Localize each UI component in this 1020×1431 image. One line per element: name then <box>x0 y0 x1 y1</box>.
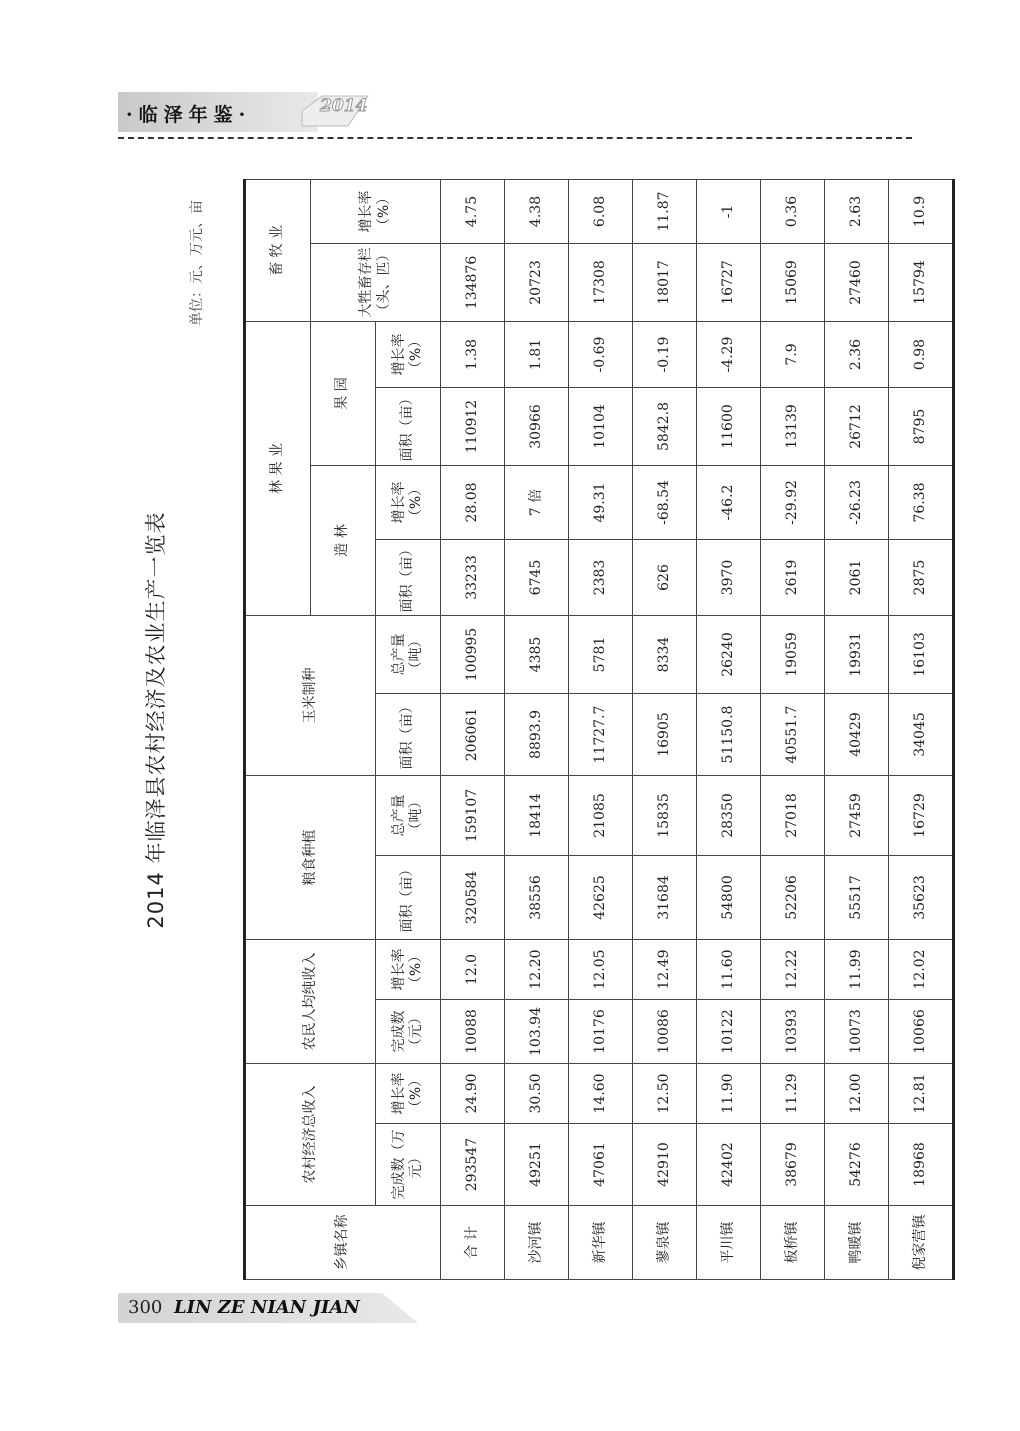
cell: 27018 <box>761 776 825 856</box>
cell: 206061 <box>441 694 505 776</box>
header-divider <box>118 137 912 139</box>
cell: 10088 <box>441 1000 505 1064</box>
header-orchard-rate: 增长率（%） <box>376 321 441 387</box>
cell: 13139 <box>761 388 825 466</box>
cell: 49251 <box>505 1124 569 1206</box>
cell: 24.90 <box>441 1064 505 1124</box>
table-title: 2014 年临泽县农村经济及农业生产一览表 <box>144 511 168 929</box>
cell: 19059 <box>761 616 825 694</box>
cell: 19931 <box>825 616 889 694</box>
cell: 31684 <box>633 856 697 940</box>
cell: 12.49 <box>633 940 697 1000</box>
cell: 15835 <box>633 776 697 856</box>
cell: 12.0 <box>441 940 505 1000</box>
cell: 42910 <box>633 1124 697 1206</box>
header-afforest: 造 林 <box>311 466 376 616</box>
cell: 3970 <box>697 540 761 616</box>
statistics-table <box>243 179 955 1280</box>
year-label: 2014 <box>320 96 368 116</box>
header-grain-area: 面积（亩） <box>376 856 441 940</box>
header-livestock: 畜 牧 业 <box>245 179 311 321</box>
cell: 15794 <box>889 243 954 321</box>
cell: 14.60 <box>569 1064 633 1124</box>
table-row <box>825 179 889 1279</box>
table-row <box>505 179 569 1279</box>
cell: -1 <box>697 179 761 243</box>
cell: 35623 <box>889 856 954 940</box>
cell: 28350 <box>697 776 761 856</box>
cell: 38679 <box>761 1124 825 1206</box>
cell: 103.94 <box>505 1000 569 1064</box>
cell: 4385 <box>505 616 569 694</box>
cell: 16103 <box>889 616 954 694</box>
table-row <box>633 179 697 1279</box>
cell: 7.9 <box>761 321 825 387</box>
cell: 11.90 <box>697 1064 761 1124</box>
cell: -26.23 <box>825 466 889 540</box>
cell: 293547 <box>441 1124 505 1206</box>
cell: 6.08 <box>569 179 633 243</box>
cell: 15069 <box>761 243 825 321</box>
cell: 8334 <box>633 616 697 694</box>
cell: 33233 <box>441 540 505 616</box>
cell: 30966 <box>505 388 569 466</box>
cell: 12.02 <box>889 940 954 1000</box>
cell: 18017 <box>633 243 697 321</box>
cell: 16729 <box>889 776 954 856</box>
cell: 12.22 <box>761 940 825 1000</box>
rotated-table-page <box>140 160 928 1280</box>
cell: 42402 <box>697 1124 761 1206</box>
cell: 27459 <box>825 776 889 856</box>
cell: 100995 <box>441 616 505 694</box>
cell: 2061 <box>825 540 889 616</box>
cell: 20723 <box>505 243 569 321</box>
header-percap-rate: 增长率（%） <box>376 940 441 1000</box>
cell: 11.29 <box>761 1064 825 1124</box>
cell: 28.08 <box>441 466 505 540</box>
cell: -68.54 <box>633 466 697 540</box>
year-badge <box>300 94 370 128</box>
cell: 12.20 <box>505 940 569 1000</box>
cell: 16905 <box>633 694 697 776</box>
header-grain-output: 总产量（吨） <box>376 776 441 856</box>
cell: 34045 <box>889 694 954 776</box>
cell: 10104 <box>569 388 633 466</box>
cell: 5781 <box>569 616 633 694</box>
cell: 47061 <box>569 1124 633 1206</box>
cell: 49.31 <box>569 466 633 540</box>
cell: 26712 <box>825 388 889 466</box>
cell: 134876 <box>441 243 505 321</box>
cell-town: 板桥镇 <box>761 1206 825 1280</box>
cell: 76.38 <box>889 466 954 540</box>
header-afforest-rate: 增长率（%） <box>376 466 441 540</box>
book-name-latin: LIN ZE NIAN JIAN <box>174 1297 360 1318</box>
header-per-capita: 农民人均纯收入 <box>245 940 376 1064</box>
cell: 51150.8 <box>697 694 761 776</box>
cell: 320584 <box>441 856 505 940</box>
cell: 2619 <box>761 540 825 616</box>
table-row <box>569 179 633 1279</box>
cell: 6745 <box>505 540 569 616</box>
cell: 8893.9 <box>505 694 569 776</box>
cell: 16727 <box>697 243 761 321</box>
cell: 7 倍 <box>505 466 569 540</box>
header-livestock-count: 大牲畜存栏（头、匹） <box>311 243 441 321</box>
cell: 38556 <box>505 856 569 940</box>
cell: 1.81 <box>505 321 569 387</box>
cell: 4.75 <box>441 179 505 243</box>
cell: -0.19 <box>633 321 697 387</box>
table-row <box>441 179 505 1279</box>
cell: 10086 <box>633 1000 697 1064</box>
header-orchard-area: 面积（亩） <box>376 388 441 466</box>
cell: 18968 <box>889 1124 954 1206</box>
cell-town: 平川镇 <box>697 1206 761 1280</box>
cell: 10073 <box>825 1000 889 1064</box>
cell: 21085 <box>569 776 633 856</box>
cell-town: 蓼泉镇 <box>633 1206 697 1280</box>
cell: 0.36 <box>761 179 825 243</box>
header-corn-output: 总产量（吨） <box>376 616 441 694</box>
cell: 2875 <box>889 540 954 616</box>
cell: 10066 <box>889 1000 954 1064</box>
cell: -46.2 <box>697 466 761 540</box>
cell: 54276 <box>825 1124 889 1206</box>
cell: 110912 <box>441 388 505 466</box>
cell-town: 倪家营镇 <box>889 1206 954 1280</box>
cell: 40429 <box>825 694 889 776</box>
header-rural-income: 农村经济总收入 <box>245 1064 376 1206</box>
cell: 27460 <box>825 243 889 321</box>
cell: 54800 <box>697 856 761 940</box>
cell: 11.60 <box>697 940 761 1000</box>
unit-note: 单位：元、万元、亩 <box>189 200 205 326</box>
header-corn-area: 面积（亩） <box>376 694 441 776</box>
cell: 11600 <box>697 388 761 466</box>
cell-town: 鸭暖镇 <box>825 1206 889 1280</box>
table-row <box>761 179 825 1279</box>
cell: 12.05 <box>569 940 633 1000</box>
cell: 10.9 <box>889 179 954 243</box>
cell: 12.00 <box>825 1064 889 1124</box>
header-town: 乡镇名称 <box>245 1206 441 1280</box>
table-row <box>889 179 954 1279</box>
cell: 626 <box>633 540 697 616</box>
table-row <box>697 179 761 1279</box>
cell: 26240 <box>697 616 761 694</box>
header-livestock-rate: 增长率（%） <box>311 179 441 243</box>
cell: -0.69 <box>569 321 633 387</box>
header-forestry: 林 果 业 <box>245 321 311 615</box>
cell: 52206 <box>761 856 825 940</box>
cell: 40551.7 <box>761 694 825 776</box>
cell: 10393 <box>761 1000 825 1064</box>
cell: 2.36 <box>825 321 889 387</box>
header-corn: 玉米制种 <box>245 616 376 776</box>
cell: -4.29 <box>697 321 761 387</box>
cell: -29.92 <box>761 466 825 540</box>
cell: 2.63 <box>825 179 889 243</box>
cell-town: 合 计 <box>441 1206 505 1280</box>
cell: 159107 <box>441 776 505 856</box>
page-number: 300 <box>128 1297 163 1318</box>
cell: 17308 <box>569 243 633 321</box>
header-income-rate: 增长率（%） <box>376 1064 441 1124</box>
cell: 11727.7 <box>569 694 633 776</box>
cell: 18414 <box>505 776 569 856</box>
cell: 4.38 <box>505 179 569 243</box>
cell: 2383 <box>569 540 633 616</box>
cell: 1.38 <box>441 321 505 387</box>
cell: 0.98 <box>889 321 954 387</box>
cell: 30.50 <box>505 1064 569 1124</box>
book-title: ·临泽年鉴· <box>126 104 252 126</box>
cell: 12.81 <box>889 1064 954 1124</box>
cell-town: 沙河镇 <box>505 1206 569 1280</box>
header-grain: 粮食种植 <box>245 776 376 940</box>
header-percap-amount: 完成数（元） <box>376 1000 441 1064</box>
header-income-amount: 完成数（万元） <box>376 1124 441 1206</box>
cell: 11.99 <box>825 940 889 1000</box>
cell: 11.87 <box>633 179 697 243</box>
header-orchard: 果 园 <box>311 321 376 465</box>
cell: 8795 <box>889 388 954 466</box>
cell-town: 新华镇 <box>569 1206 633 1280</box>
cell: 10122 <box>697 1000 761 1064</box>
cell: 12.50 <box>633 1064 697 1124</box>
cell: 42625 <box>569 856 633 940</box>
header-afforest-area: 面积（亩） <box>376 540 441 616</box>
cell: 55517 <box>825 856 889 940</box>
cell: 5842.8 <box>633 388 697 466</box>
cell: 10176 <box>569 1000 633 1064</box>
